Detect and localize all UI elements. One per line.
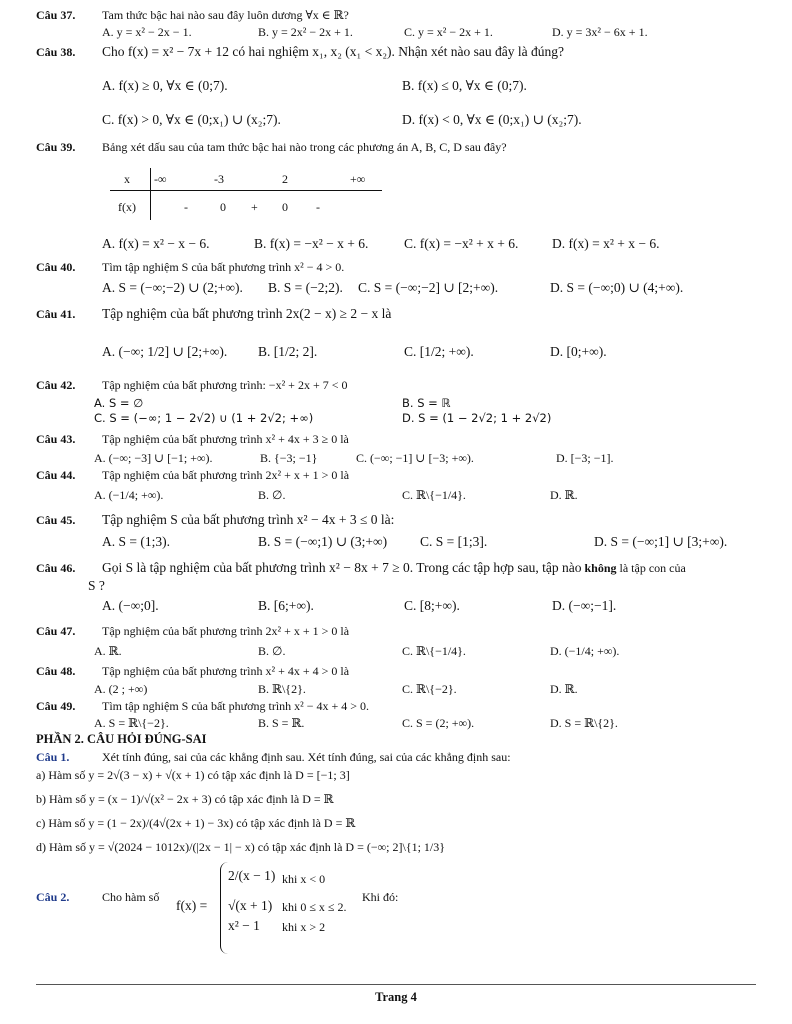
question-stem: Tập nghiệm của bất phương trình: −x² + 2x + 7 < 0 [102,378,348,392]
statement-c: c) Hàm số y = (1 − 2x)/(4√(2x + 1) − 3x) có tập xác định là D = ℝ [36,816,356,830]
option-c: C. S = (−∞;−2] ∪ [2;+∞). [358,280,499,295]
question-number: Câu 42. [36,378,76,392]
question-number: Câu 1. [36,750,70,764]
page-number: Trang 4 [375,990,417,1004]
question-number: Câu 43. [36,432,76,446]
question-number: Câu 41. [36,307,76,321]
x-label: x [124,172,130,186]
option-a: A. (2 ; +∞) [94,682,148,696]
option-c: C. ℝ\{−1/4}. [402,488,466,502]
x-value: 2 [282,172,288,186]
option-a: A. (−∞;0]. [102,598,159,613]
option-b: B. f(x) = −x² − x + 6. [254,236,369,251]
option-b: B. [6;+∞). [258,598,314,613]
option-a: A. S = ℝ\{−2}. [94,716,169,730]
question-43 [36,432,349,447]
question-number: Câu 2. [36,890,70,904]
question-40 [36,260,344,275]
question-number: Câu 38. [36,45,76,59]
option-b: B. S = (−∞;1) ∪ (3;+∞) [258,534,388,549]
question-number: Câu 49. [36,699,76,713]
section-heading: PHẦN 2. CÂU HỎI ĐÚNG-SAI [36,732,207,746]
option-d: D. y = 3x² − 6x + 1. [552,25,648,39]
question-47 [36,624,349,639]
question-number: Câu 48. [36,664,76,678]
option-c: C. S = (−∞; 1 − 2√2) ∪ (1 + 2√2; +∞) [94,411,314,425]
option-a: A. ℝ. [94,644,122,658]
case-3-condition: khi x > 2 [282,920,326,934]
option-a: A. (−∞; −3] ∪ [−1; +∞). [94,451,213,465]
option-b: B. ∅. [258,644,286,658]
question-41 [36,306,391,322]
option-d: D. [−3; −1]. [556,451,614,465]
option-b: B. ℝ\{2}. [258,682,306,696]
sign-value: 0 [220,200,226,214]
question-38 [36,44,564,60]
option-d: D. S = ℝ\{2}. [550,716,618,730]
question-44 [36,468,349,483]
question-49 [36,699,369,714]
option-d: D. S = (1 − 2√2; 1 + 2√2) [402,411,552,425]
question-stem: Tập nghiệm của bất phương trình 2x(2 − x) ≥ 2 − x là [102,306,392,321]
question-45 [36,512,394,528]
option-b: B. S = ℝ. [258,716,305,730]
fx-label: f(x) [118,200,136,214]
statement-d: d) Hàm số y = √(2024 − 1012x)/(|2x − 1| − x) có tập xác định là D = (−∞; 2]\{1; 1/3} [36,840,446,854]
case-2-condition: khi 0 ≤ x ≤ 2. [282,900,347,914]
tf-question-1 [36,750,511,765]
question-37 [36,8,349,23]
option-b: B. S = ℝ [402,396,451,410]
option-d: D. (−∞;−1]. [552,598,617,613]
option-d: D. f(x) = x² + x − 6. [552,236,660,251]
question-number: Câu 37. [36,8,76,22]
case-3-expression: x² − 1 [228,918,260,933]
option-a: A. y = x² − 2x − 1. [102,25,192,39]
option-c: C. [1/2; +∞). [404,344,474,359]
question-stem: Bảng xét dấu sau của tam thức bậc hai nào trong các phương án A, B, C, D sau đây? [102,140,507,154]
question-42 [36,378,347,393]
option-c: C. f(x) = −x² + x + 6. [404,236,519,251]
question-stem: Cho hàm số [102,890,160,904]
table-divider [150,168,151,220]
question-number: Câu 39. [36,140,76,154]
sign-value: - [316,200,320,214]
option-c: C. f(x) > 0, ∀x ∈ (0;x₁) ∪ (x₂;7). [102,112,281,127]
x-value: +∞ [350,172,366,186]
statement-b: b) Hàm số y = (x − 1)/√(x² − 2x + 3) có tập xác định là D = ℝ [36,792,334,806]
option-a: A. f(x) ≥ 0, ∀x ∈ (0;7). [102,78,228,93]
question-stem-tail: là tập con của [619,561,686,575]
question-46 [36,560,686,576]
question-stem: Tập nghiệm S của bất phương trình x² − 4x + 3 ≤ 0 là: [102,512,395,527]
option-b: B. f(x) ≤ 0, ∀x ∈ (0;7). [402,78,527,93]
statement-a: a) Hàm số y = 2√(3 − x) + √(x + 1) có tập xác định là D = [−1; 3] [36,768,350,782]
question-number: Câu 45. [36,513,76,527]
option-c: C. S = (2; +∞). [402,716,475,730]
option-b: B. S = (−2;2). [268,280,343,295]
option-c: C. ℝ\{−1/4}. [402,644,466,658]
option-d: D. S = (−∞;0) ∪ (4;+∞). [550,280,684,295]
question-tail: Khi đó: [362,890,399,904]
case-1-condition: khi x < 0 [282,872,326,886]
option-a: A. (−∞; 1/2] ∪ [2;+∞). [102,344,228,359]
question-stem: Tập nghiệm của bất phương trình x² + 4x + 3 ≥ 0 là [102,432,349,446]
option-d: D. [0;+∞). [550,344,607,359]
option-a: A. S = (−∞;−2) ∪ (2;+∞). [102,280,243,295]
option-c: C. S = [1;3]. [420,534,488,549]
question-stem: Cho f(x) = x² − 7x + 12 có hai nghiệm x₁, x₂ (x₁ < x₂). Nhận xét nào sau đây là đúng? [102,44,564,59]
sign-table [110,168,382,220]
question-number: Câu 44. [36,468,76,482]
option-b: B. y = 2x² − 2x + 1. [258,25,353,39]
option-a: A. S = (1;3). [102,534,170,549]
sign-value: + [251,200,258,214]
question-number: Câu 46. [36,561,76,575]
question-number: Câu 47. [36,624,76,638]
option-d: D. ℝ. [550,488,578,502]
option-c: C. [8;+∞). [404,598,460,613]
question-stem: Tìm tập nghiệm S của bất phương trình x² − 4 > 0. [102,260,345,274]
sign-value: - [184,200,188,214]
sign-value: 0 [282,200,288,214]
option-a: A. f(x) = x² − x − 6. [102,236,210,251]
option-c: C. (−∞; −1] ∪ [−3; +∞). [356,451,474,465]
option-b: B. {−3; −1} [260,451,318,465]
question-stem: Tam thức bậc hai nào sau đây luôn dương ∀x ∈ ℝ? [102,8,349,22]
question-number: Câu 40. [36,260,76,274]
question-stem: Xét tính đúng, sai của các khẳng định sau. Xét tính đúng, sai của các khẳng định sau: [102,750,511,764]
option-b: B. ∅. [258,488,286,502]
question-stem: Tập nghiệm của bất phương trình 2x² + x + 1 > 0 là [102,468,350,482]
question-stem: Tìm tập nghiệm S của bất phương trình x² − 4x + 4 > 0. [102,699,370,713]
question-stem-continued: S ? [88,578,105,593]
question-48 [36,664,349,679]
option-a: A. (−1/4; +∞). [94,488,164,502]
case-2-expression: √(x + 1) [228,898,273,913]
x-value: -3 [214,172,224,186]
option-d: D. S = (−∞;1] ∪ [3;+∞). [594,534,728,549]
case-1-expression: 2/(x − 1) [228,868,276,883]
tf-question-2 [36,890,159,905]
question-stem: Tập nghiệm của bất phương trình x² + 4x + 4 > 0 là [102,664,350,678]
option-d: D. f(x) < 0, ∀x ∈ (0;x₁) ∪ (x₂;7). [402,112,582,127]
x-value: -∞ [154,172,167,186]
question-stem: Gọi S là tập nghiệm của bất phương trình x² − 8x + 7 ≥ 0. Trong các tập hợp sau, tập nào [102,560,582,575]
footer-divider [36,984,756,985]
option-d: D. (−1/4; +∞). [550,644,620,658]
option-a: A. S = ∅ [94,396,144,410]
option-c: C. ℝ\{−2}. [402,682,457,696]
option-c: C. y = x² − 2x + 1. [404,25,493,39]
function-label: f(x) = [176,898,208,913]
question-stem: Tập nghiệm của bất phương trình 2x² + x + 1 > 0 là [102,624,350,638]
question-39 [36,140,507,155]
option-b: B. [1/2; 2]. [258,344,318,359]
option-d: D. ℝ. [550,682,578,696]
question-stem-emphasis: không [584,561,617,575]
